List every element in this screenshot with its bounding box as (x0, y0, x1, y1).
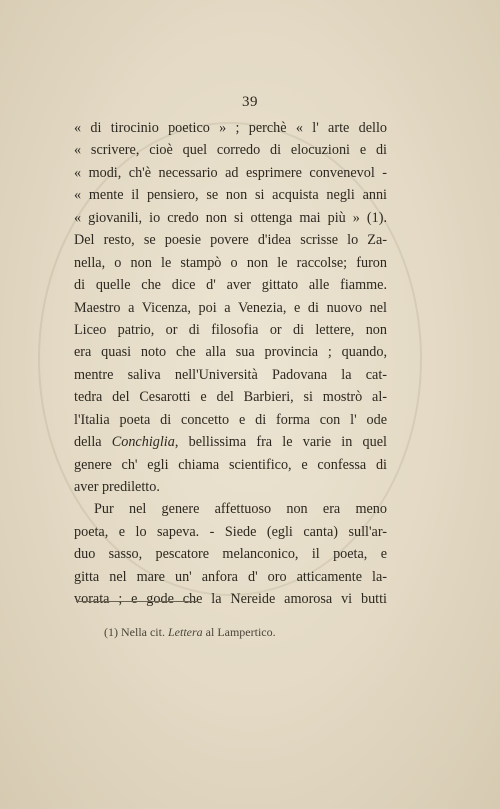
footnote-marker: (1) Nella cit. (104, 625, 165, 639)
text-line: « di tirocinio poetico » ; perchè « l' arte dello (74, 120, 387, 136)
text-line: poeta, e lo sapeva. - Siede (egli canta) sull'ar- (74, 523, 387, 540)
text-line: « mente il pensiero, se non si acquista negli anni (74, 187, 387, 204)
text-line: tedra del Cesarotti e del Barbieri, si mostrò al- (74, 389, 387, 406)
text-line: Liceo patrio, or di filosofia or di lettere, non (74, 321, 387, 338)
paragraph-start-line: Pur nel genere affettuoso non era meno (94, 501, 387, 518)
footnote-text: al Lampertico. (205, 625, 276, 639)
footnote-title: Lettera (167, 625, 203, 639)
text-line: genere ch' egli chiama scientifico, e confessa di (74, 456, 387, 473)
text-line: l'Italia poeta di concetto e di forma con l' ode (74, 411, 387, 428)
poem-title: Conchiglia (111, 434, 175, 451)
text-line: Del resto, se poesie povere d'idea scrisse lo Za- (74, 232, 387, 249)
text-line: vorata ; e gode che la Nereide amorosa vi butti (74, 591, 387, 608)
text-line: era quasi noto che alla sua provincia ; quando, (74, 344, 387, 361)
text-line-with-title (74, 431, 387, 453)
body-text (74, 117, 387, 611)
text-line: « modi, ch'è necessario ad esprimere convenevol - (74, 164, 387, 181)
text-line: Maestro a Vicenza, poi a Venezia, e di nuovo nel (74, 299, 387, 316)
page-number: 39 (242, 94, 258, 110)
text-fragment: , bellissima fra le varie in quel (174, 434, 387, 451)
footnote (104, 625, 276, 640)
text-line: aver prediletto. (74, 479, 160, 495)
text-line: mentre saliva nell'Università Padovana la cat- (74, 366, 387, 383)
text-line: « giovanili, io credo non si ottenga mai più » (1). (74, 209, 387, 226)
text-line: duo sasso, pescatore melanconico, il poeta, e (74, 546, 387, 563)
footnote-divider (76, 601, 198, 602)
text-line: nella, o non le stampò o non le raccolse; furon (74, 254, 387, 271)
text-line: di quelle che dice d' aver gittato alle fiamme. (74, 277, 387, 294)
text-line: gitta nel mare un' anfora d' oro atticamente la- (74, 568, 387, 585)
text-line: « scrivere, cioè quel corredo di elocuzioni e di (74, 142, 387, 159)
text-fragment: della (74, 434, 112, 451)
